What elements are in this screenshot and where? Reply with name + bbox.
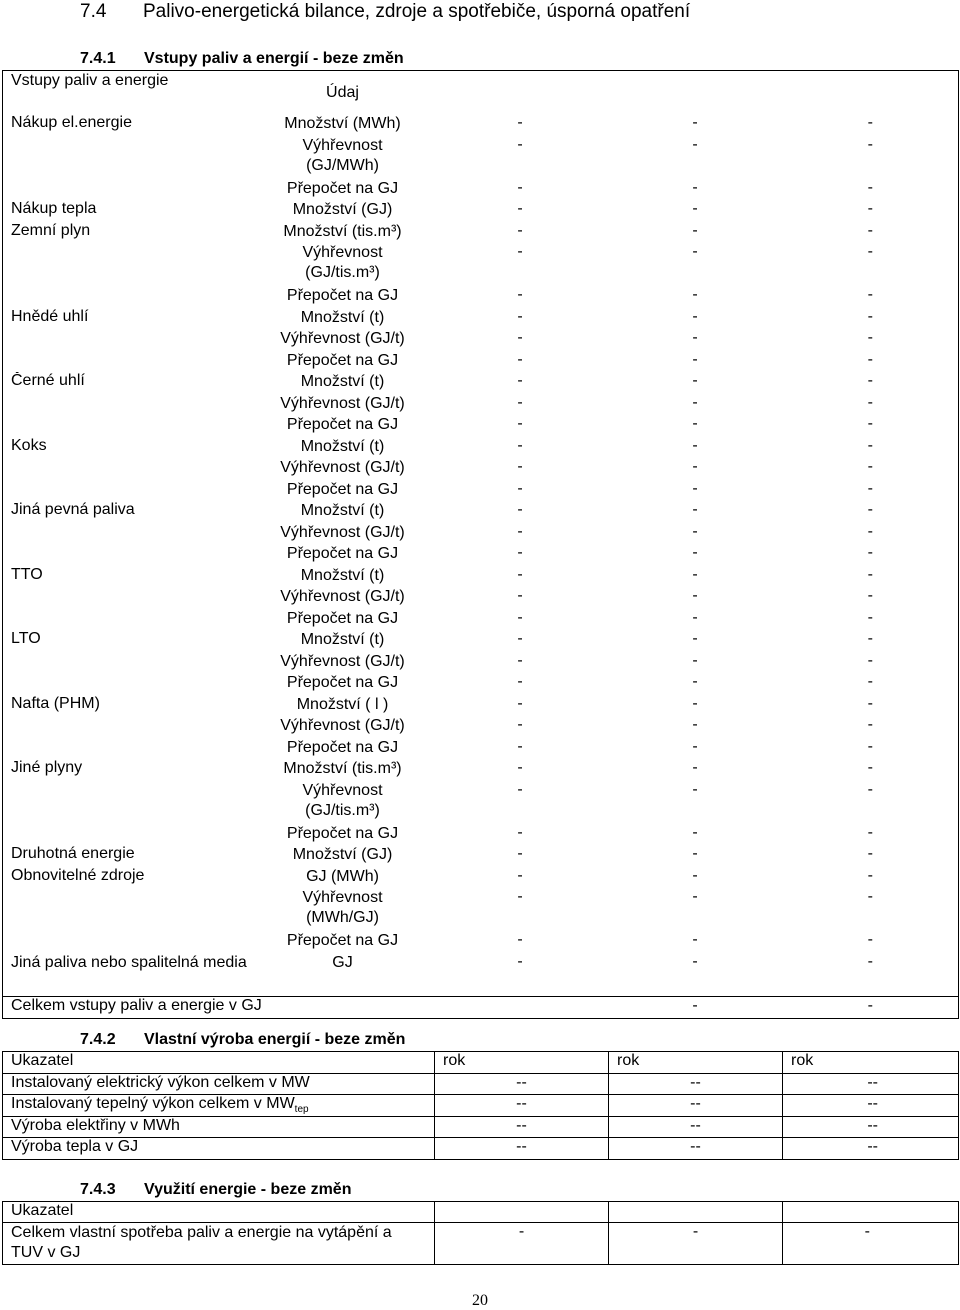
- row-label: [3, 824, 253, 846]
- row-unit: Výhřevnost (GJ/tis.m³): [302, 781, 383, 819]
- table-header-row: [3, 1202, 959, 1223]
- table-row: [3, 1223, 959, 1265]
- cell-value: -: [783, 1223, 959, 1265]
- cell-value: --: [783, 1116, 959, 1138]
- section2-title: Vlastní výroba energií - beze změn: [144, 1031, 406, 1048]
- cell-value: --: [783, 1138, 959, 1160]
- row-unit: Výhřevnost (GJ/MWh): [302, 136, 383, 174]
- cell-value: -: [867, 737, 873, 755]
- row-label: Nákup tepla: [11, 200, 97, 217]
- cell-value: -: [517, 135, 523, 153]
- table-row: [3, 695, 959, 717]
- cell-value: -: [517, 522, 523, 540]
- row-label: [3, 544, 253, 566]
- row-label: Černé uhlí: [11, 372, 85, 389]
- cell-value: -: [517, 952, 523, 970]
- row-label: [3, 523, 253, 545]
- cell-value: -: [517, 694, 523, 712]
- table-row: [3, 222, 959, 244]
- cell-value: -: [867, 952, 873, 970]
- fuel-inputs-table: [2, 70, 959, 1019]
- cell-value: -: [517, 243, 523, 260]
- cell-value: -: [867, 630, 873, 647]
- row-label: [3, 716, 253, 738]
- table-row: [3, 136, 959, 179]
- cell-value: -: [867, 694, 873, 712]
- table-row: [3, 673, 959, 695]
- heading-number: 7.4: [80, 1, 107, 22]
- table-row: [3, 716, 959, 738]
- row-unit: Množství (t): [300, 373, 385, 390]
- table-row: [3, 437, 959, 459]
- cell-value: -: [692, 479, 698, 497]
- row-unit: GJ (MWh): [306, 867, 379, 885]
- row-label: [3, 351, 253, 373]
- cell-value: -: [867, 286, 873, 303]
- cell-value: -: [867, 243, 873, 260]
- table-row: [3, 200, 959, 222]
- row-unit: Výhřevnost (GJ/t): [280, 717, 405, 734]
- cell-value: -: [867, 350, 873, 368]
- cell-value: -: [867, 608, 873, 626]
- row-label: [3, 458, 253, 480]
- row-unit: Množství (tis.m³): [283, 222, 402, 240]
- cell-value: -: [692, 135, 698, 153]
- row-unit: Množství (t): [300, 631, 385, 648]
- cell-value: --: [609, 1073, 783, 1095]
- total-value: -: [783, 996, 959, 1019]
- row-unit: Množství (t): [300, 308, 385, 326]
- cell-value: -: [867, 780, 873, 798]
- cell-value: -: [867, 114, 873, 131]
- cell-value: -: [692, 200, 698, 217]
- cell-value: -: [867, 329, 873, 346]
- cell-value: -: [867, 931, 873, 948]
- cell-value: --: [435, 1073, 609, 1095]
- cell-value: -: [517, 931, 523, 948]
- row-label: Zemní plyn: [11, 221, 91, 239]
- cell-value: -: [517, 221, 523, 239]
- cell-value: -: [867, 888, 873, 905]
- row-label: [3, 394, 253, 416]
- row-unit: Přepočet na GJ: [286, 287, 399, 304]
- row-label: Instalovaný tepelný výkon celkem v $MW_{tep}$: [3, 1095, 435, 1117]
- row-label: Celkem vlastní spotřeba paliv a energie na vytápění a TUV v GJ: [3, 1223, 435, 1265]
- table-row: [3, 609, 959, 631]
- cell-value: -: [517, 458, 523, 475]
- row-unit: Přepočet na GJ: [286, 738, 399, 756]
- cell-value: -: [692, 307, 698, 325]
- row-label: Jiná paliva nebo spalitelná media: [11, 953, 247, 971]
- table-row: [3, 845, 959, 867]
- header-indicator: Ukazatel: [3, 1202, 435, 1223]
- cell-value: -: [517, 565, 523, 583]
- row-label: [3, 286, 253, 308]
- cell-value: --: [609, 1138, 783, 1160]
- row-unit: Přepočet na GJ: [286, 480, 399, 498]
- row-label: [3, 931, 253, 953]
- cell-value: -: [692, 372, 698, 389]
- cell-value: -: [867, 823, 873, 841]
- cell-value: -: [867, 522, 873, 540]
- row-label: [3, 888, 253, 931]
- cell-value: -: [692, 458, 698, 475]
- row-label: Obnovitelné zdroje: [11, 866, 145, 884]
- cell-value: -: [867, 135, 873, 153]
- cell-value: -: [517, 888, 523, 905]
- cell-value: -: [517, 178, 523, 196]
- row-unit: Množství (MWh): [284, 115, 401, 132]
- row-unit: Přepočet na GJ: [286, 416, 399, 433]
- cell-value: -: [692, 436, 698, 454]
- row-unit: Množství (t): [300, 437, 385, 455]
- cell-value: --: [783, 1095, 959, 1117]
- cell-value: -: [692, 866, 698, 884]
- row-label: TTO: [11, 565, 43, 583]
- cell-value: -: [867, 651, 873, 669]
- row-unit: Množství (tis.m³): [283, 760, 402, 777]
- table-row: [3, 1095, 959, 1117]
- row-label: [3, 480, 253, 502]
- cell-value: -: [517, 393, 523, 411]
- cell-value: -: [692, 415, 698, 432]
- table-row: [3, 351, 959, 373]
- cell-value: -: [517, 630, 523, 647]
- table-row: [3, 953, 959, 997]
- cell-value: -: [692, 114, 698, 131]
- table-row: [3, 308, 959, 330]
- cell-value: -: [692, 329, 698, 346]
- cell-value: -: [517, 329, 523, 346]
- cell-value: -: [517, 544, 523, 561]
- cell-value: -: [692, 501, 698, 518]
- cell-value: -: [867, 587, 873, 604]
- table-row: [3, 544, 959, 566]
- row-label: Instalovaný elektrický výkon celkem v MW: [3, 1073, 435, 1095]
- table-row: [3, 372, 959, 394]
- row-label: [3, 673, 253, 695]
- total-row: [3, 996, 959, 1019]
- cell-value: --: [783, 1073, 959, 1095]
- row-label: [3, 136, 253, 179]
- cell-value: -: [692, 522, 698, 540]
- section2-heading: [80, 1031, 405, 1049]
- table-row: [3, 243, 959, 286]
- cell-value: -: [692, 759, 698, 776]
- table-row: [3, 329, 959, 351]
- cell-value: -: [867, 307, 873, 325]
- cell-value: -: [692, 823, 698, 841]
- cell-value: -: [867, 178, 873, 196]
- table-row: [3, 738, 959, 760]
- table-row: [3, 587, 959, 609]
- cell-value: -: [517, 608, 523, 626]
- cell-value: -: [867, 436, 873, 454]
- table-row: [3, 501, 959, 523]
- table-row: [3, 415, 959, 437]
- cell-value: -: [692, 565, 698, 583]
- row-unit: Přepočet na GJ: [286, 545, 399, 562]
- cell-value: -: [609, 1223, 783, 1265]
- row-label: [3, 329, 253, 351]
- cell-value: -: [867, 544, 873, 561]
- table-row: [3, 394, 959, 416]
- row-label: Výroba tepla v GJ: [3, 1138, 435, 1160]
- row-label: Hnědé uhlí: [11, 307, 89, 325]
- table-row: [3, 114, 959, 136]
- row-unit: Množství ( l ): [296, 695, 389, 713]
- header-inputs: Vstupy paliv a energie: [11, 72, 169, 89]
- cell-value: -: [692, 178, 698, 196]
- row-label: [3, 652, 253, 674]
- table-row: [3, 1138, 959, 1160]
- cell-value: --: [609, 1116, 783, 1138]
- heading-title: Palivo-energetická bilance, zdroje a spotřebiče, úsporná opatření: [143, 1, 691, 22]
- row-label: Druhotná energie: [11, 845, 135, 862]
- table-header-row: [3, 1052, 959, 1074]
- cell-value: -: [517, 479, 523, 497]
- cell-value: -: [692, 673, 698, 690]
- cell-value: -: [867, 221, 873, 239]
- row-unit: Přepočet na GJ: [286, 932, 399, 949]
- row-unit: Množství (t): [300, 502, 385, 519]
- cell-value: -: [517, 350, 523, 368]
- row-unit: Přepočet na GJ: [286, 674, 399, 691]
- table-row: [3, 566, 959, 588]
- cell-value: -: [517, 200, 523, 217]
- row-unit: Výhřevnost (GJ/t): [280, 523, 405, 541]
- cell-value: -: [692, 221, 698, 239]
- cell-value: -: [517, 780, 523, 798]
- row-label: [3, 609, 253, 631]
- table-row: [3, 179, 959, 201]
- row-label: [3, 738, 253, 760]
- cell-value: -: [692, 286, 698, 303]
- row-unit: GJ: [332, 953, 353, 971]
- energy-use-table: [2, 1201, 959, 1265]
- row-label: [3, 243, 253, 286]
- cell-value: -: [692, 952, 698, 970]
- row-label: [3, 781, 253, 824]
- cell-value: -: [435, 1223, 609, 1265]
- table-row: [3, 824, 959, 846]
- cell-value: -: [867, 415, 873, 432]
- cell-value: -: [867, 479, 873, 497]
- total-label: Celkem vstupy paliv a energie v GJ: [3, 996, 608, 1019]
- table-row: [3, 630, 959, 652]
- cell-value: -: [692, 888, 698, 905]
- cell-value: -: [517, 286, 523, 303]
- cell-value: -: [517, 759, 523, 776]
- cell-value: -: [517, 737, 523, 755]
- row-unit: Výhřevnost (GJ/t): [280, 459, 405, 476]
- section1-title: Vstupy paliv a energií - beze změn: [144, 50, 404, 67]
- cell-value: -: [867, 372, 873, 389]
- row-unit: Množství (GJ): [292, 201, 393, 218]
- header-year: rok: [609, 1052, 783, 1074]
- cell-value: -: [517, 845, 523, 862]
- table-row: [3, 458, 959, 480]
- row-label: [3, 415, 253, 437]
- header-year: rok: [783, 1052, 959, 1074]
- subscript: tep: [294, 1104, 309, 1116]
- table-header-row: [3, 71, 959, 115]
- cell-value: -: [692, 243, 698, 260]
- row-unit: Výhřevnost (GJ/t): [280, 330, 405, 347]
- row-unit: Přepočet na GJ: [286, 824, 399, 842]
- cell-value: -: [517, 673, 523, 690]
- row-unit: Množství (GJ): [292, 846, 393, 863]
- row-label: Nákup el.energie: [11, 114, 132, 131]
- cell-value: -: [517, 307, 523, 325]
- total-value: -: [608, 996, 783, 1019]
- row-unit: Výhřevnost (GJ/t): [280, 652, 405, 670]
- cell-value: -: [867, 501, 873, 518]
- table-row: [3, 867, 959, 889]
- row-label: [3, 179, 253, 201]
- section3-title: Využití energie - beze změn: [144, 1181, 352, 1198]
- cell-value: -: [692, 694, 698, 712]
- cell-value: -: [692, 716, 698, 733]
- section3-number: 7.4.3: [80, 1181, 116, 1198]
- table-row: [3, 523, 959, 545]
- section2-number: 7.4.2: [80, 1031, 116, 1048]
- table-row: [3, 286, 959, 308]
- row-label: Nafta (PHM): [11, 694, 100, 712]
- cell-value: -: [692, 845, 698, 862]
- cell-value: -: [517, 114, 523, 131]
- cell-value: -: [867, 866, 873, 884]
- cell-value: --: [435, 1138, 609, 1160]
- cell-value: --: [435, 1116, 609, 1138]
- row-label: Koks: [11, 436, 47, 454]
- row-unit: Výhřevnost (GJ/t): [280, 588, 405, 605]
- row-unit: Přepočet na GJ: [286, 179, 399, 197]
- own-production-table: [2, 1051, 959, 1160]
- table-row: [3, 652, 959, 674]
- row-unit: Výhřevnost (GJ/t): [280, 394, 405, 412]
- cell-value: -: [867, 845, 873, 862]
- cell-value: -: [867, 673, 873, 690]
- table-row: [3, 1116, 959, 1138]
- cell-value: -: [692, 393, 698, 411]
- row-label: [3, 587, 253, 609]
- row-unit: Přepočet na GJ: [286, 609, 399, 627]
- page-heading: [80, 2, 690, 23]
- cell-value: -: [517, 372, 523, 389]
- cell-value: -: [867, 716, 873, 733]
- cell-value: -: [517, 823, 523, 841]
- row-unit: Výhřevnost (GJ/tis.m³): [302, 244, 383, 281]
- cell-value: -: [867, 393, 873, 411]
- row-label: Jiná pevná paliva: [11, 501, 135, 518]
- table-row: [3, 781, 959, 824]
- cell-value: -: [517, 436, 523, 454]
- cell-value: -: [692, 931, 698, 948]
- cell-value: --: [609, 1095, 783, 1117]
- cell-value: -: [517, 587, 523, 604]
- cell-value: -: [692, 608, 698, 626]
- cell-value: -: [517, 866, 523, 884]
- section1-heading: [80, 50, 404, 68]
- header-value: Údaj: [326, 83, 359, 101]
- cell-value: -: [692, 350, 698, 368]
- row-label: Jiné plyny: [11, 759, 83, 776]
- section3-heading: [80, 1181, 351, 1199]
- section1-number: 7.4.1: [80, 50, 116, 67]
- cell-value: -: [867, 200, 873, 217]
- cell-value: -: [517, 415, 523, 432]
- cell-value: -: [692, 780, 698, 798]
- cell-value: --: [435, 1095, 609, 1117]
- cell-value: -: [517, 501, 523, 518]
- row-label: LTO: [11, 630, 41, 647]
- cell-value: -: [517, 651, 523, 669]
- cell-value: -: [692, 651, 698, 669]
- table-row: [3, 931, 959, 953]
- cell-value: -: [692, 630, 698, 647]
- table-row: [3, 480, 959, 502]
- cell-value: -: [867, 565, 873, 583]
- row-label: Výroba elektřiny v MWh: [3, 1116, 435, 1138]
- row-unit: Výhřevnost (MWh/GJ): [302, 889, 383, 926]
- cell-value: -: [692, 737, 698, 755]
- cell-value: -: [692, 587, 698, 604]
- header-indicator: Ukazatel: [3, 1052, 435, 1074]
- cell-value: -: [867, 458, 873, 475]
- row-unit: Množství (t): [300, 566, 385, 584]
- cell-value: -: [692, 544, 698, 561]
- row-unit: Přepočet na GJ: [286, 351, 399, 369]
- page-number: 20: [472, 1292, 488, 1309]
- header-year: rok: [435, 1052, 609, 1074]
- table-row: [3, 759, 959, 781]
- table-row: [3, 888, 959, 931]
- table-row: [3, 1073, 959, 1095]
- cell-value: -: [517, 716, 523, 733]
- cell-value: -: [867, 759, 873, 776]
